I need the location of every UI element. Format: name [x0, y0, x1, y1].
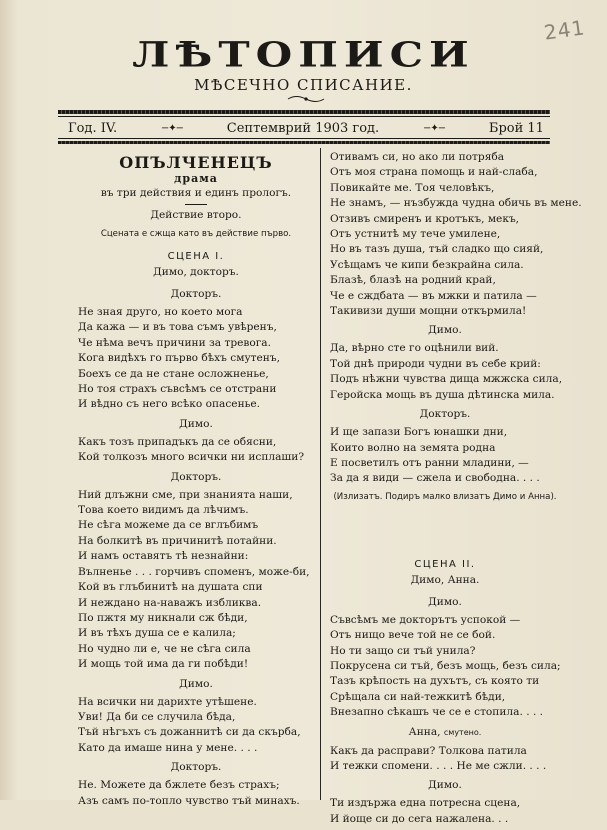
ornament-icon: [286, 94, 326, 104]
left-column: [78, 150, 314, 812]
verse-line: И ще запази Богъ юнашки дни,: [330, 426, 508, 439]
divider-ornament-icon: −✦−: [160, 122, 184, 134]
verse-line: Не знамъ, — нъзбужда чудна обичь въ мене.: [330, 197, 582, 210]
verse-line: Ти издържа една потресна сцена,: [330, 797, 521, 810]
verse-line: И неждано на-наважъ избликва.: [78, 596, 262, 609]
speaker-note: смутено.: [443, 727, 482, 737]
verse-line: Тъй нѣгъхъ съ дожаннитѣ си да скърба,: [78, 726, 301, 739]
verse-line: Но тоя страхъ съвсѣмъ се отстрани: [78, 383, 277, 396]
verse-line: Подъ нѣжни чувства дища мжжска сила,: [330, 373, 563, 386]
verse-line: Това което видимъ да лѣчимъ.: [78, 504, 249, 517]
verse-line: Какъ тозъ припадъкъ да се обясни,: [78, 435, 277, 448]
verse-line: Такивизи души мощни откърмила!: [330, 305, 527, 318]
verse-line: Отивамъ си, но ако ли потряба: [330, 151, 505, 163]
verse-line: Съвсѣмъ ме докторътъ успокой —: [330, 613, 521, 626]
divider-ornament-icon: −✦−: [422, 122, 446, 134]
verse-line: Е посветилъ отъ ранни младини, —: [330, 456, 529, 469]
verse-line: Ний длъжни сме, при знанията наши,: [78, 488, 293, 501]
verse-line: Внезапно сѣкашъ че се е стопила. . . .: [330, 706, 544, 719]
verse-line: И тежки спомени. . . . Не ме сжли. . . .: [330, 759, 547, 772]
speaker-name: Димо.: [428, 324, 462, 337]
issue-number: Брой 11: [488, 120, 544, 136]
dialogue-block: [330, 724, 560, 775]
verse-line: Кога видѣхъ го първо бѣхъ смутенъ,: [78, 352, 280, 365]
verse-line: По пжтя му никнали сж бѣди,: [78, 611, 248, 624]
verse-line: Че е сждбата — въ мжки и патила —: [330, 289, 537, 302]
play-genre: драма: [174, 172, 218, 185]
speaker-name: Димо.: [428, 779, 462, 792]
verse-line: Покрусена си тъй, безъ мощь, безъ сила;: [330, 659, 561, 672]
speaker-name: Димо.: [428, 595, 462, 608]
bottom-rule: [58, 141, 550, 144]
dialogue-block: [78, 759, 314, 809]
masthead-subtitle: МѢСЕЧНО СПИСАНИЕ.: [194, 76, 413, 94]
verse-line: На болкитѣ въ причинитѣ потайни.: [78, 534, 277, 547]
dialogue-block: [78, 286, 314, 413]
dialogue-block: [78, 676, 314, 757]
bottom-rule-thin: [58, 138, 550, 139]
verse-line: Отъ моя страна помощь и най-слаба,: [330, 166, 538, 179]
issue-bar: [68, 120, 544, 136]
scene-heading: СЦЕНА I.: [167, 251, 225, 262]
dialogue-block: [330, 594, 560, 721]
verse-line: И намъ оставятъ тѣ незнайни:: [78, 550, 249, 563]
scene-heading: СЦЕНА II.: [414, 558, 476, 570]
verse-line: И йоще си до сега нажалена. . .: [330, 812, 509, 825]
verse-line: Отзивъ смиренъ и кротъкъ, мекъ,: [330, 212, 520, 225]
dialogue-block: [330, 777, 560, 827]
dialogue-block: [330, 322, 563, 403]
verse-line: Геройска мощь въ душа дѣтинска мила.: [330, 388, 555, 401]
verse-line: И вѣдно съ него всѣко опасенье.: [78, 398, 261, 411]
column-divider: [320, 148, 321, 800]
scene-cast: Димо, Анна.: [410, 573, 480, 586]
short-divider: [185, 204, 207, 205]
verse-line: Срѣщала си най-тежкитѣ бѣди,: [330, 690, 506, 703]
dialogue-block: [78, 416, 314, 466]
stage-direction: (Излизатъ. Подиръ малко влизатъ Димо и Анна).: [333, 491, 557, 502]
verse-line: Той днѣ природи чудни въ себе крий:: [330, 357, 541, 370]
verse-line: Какъ да расправи? Толкова патила: [330, 744, 527, 757]
dialogue-block: [330, 406, 560, 487]
verse-line: Да, вѣрно сте го оцѣнили вий.: [330, 342, 499, 355]
verse-line: За да я види — сжела и свободна. . . .: [330, 472, 540, 485]
speaker-name: Докторъ.: [170, 470, 222, 483]
verse-line: Блазѣ, блазѣ на родний край,: [330, 274, 496, 287]
play-subtitle: въ три действия и единъ прологъ.: [100, 187, 292, 199]
speaker-name: Докторъ.: [170, 761, 222, 774]
issue-date: Септемврий 1903 год.: [226, 120, 380, 136]
speaker-name: Димо.: [179, 677, 213, 690]
verse-line: Но чудно ли е, че не сѣга сила: [78, 642, 251, 655]
verse-line: Които волно на земята родна: [330, 441, 496, 454]
speaker-name: Анна: [408, 725, 438, 738]
verse-line: Вълненье . . . горчивъ споменъ, може-би,: [78, 565, 310, 578]
verse-line: Кой толкозъ много всички ни исплаши?: [78, 451, 305, 464]
act-heading: Действие второ.: [150, 209, 242, 221]
verse-line: Тазъ крѣпость на духътъ, съ която ти: [330, 675, 540, 688]
dialogue-block: [78, 469, 314, 673]
verse-line: И мощь той има да ги побѣди!: [78, 658, 249, 671]
verse-line: Повикайте ме. Тоя человѣкъ,: [330, 181, 495, 194]
verse-line: Но ти защо си тъй унила?: [330, 644, 476, 657]
verse-line: Азъ самъ по-топло чувство тъй минахъ.: [78, 794, 300, 807]
verse-line: Уви! Да би се случила бѣда,: [78, 710, 236, 723]
verse-line: Отъ нищо вече той не се бой.: [330, 629, 496, 642]
setting-note: Сцената е сжща като въ действие първо.: [100, 229, 292, 239]
verse-line: Че нѣма вечъ причини за тревога.: [78, 336, 271, 349]
verse-line: Да кажа — и въ това съмъ увѣренъ,: [78, 321, 277, 334]
top-rule: [58, 110, 550, 114]
speaker-name: Докторъ.: [419, 408, 471, 421]
verse-line: На всички ни дарихте утѣшене.: [78, 695, 257, 708]
speaker-name-with-direction: Анна, смутено.: [408, 725, 482, 738]
verse-line: Боехъ се да не стане осложненье,: [78, 367, 269, 380]
masthead-title: ЛѢТОПИСИ: [132, 34, 475, 75]
verse-line: Не. Можете да бжлете безъ страхъ;: [78, 779, 280, 792]
dialogue-block: [330, 150, 582, 319]
verse-line: Не сѣга можеме да се вглъбимъ: [78, 519, 259, 532]
verse-line: Отъ устнитѣ му тече умилене,: [330, 228, 501, 241]
scene-cast: Димо, докторъ.: [153, 266, 239, 278]
verse-line: И въ тѣхъ душа се е калила;: [78, 627, 236, 640]
speaker-name: Димо.: [179, 417, 213, 430]
verse-line: Като да имаше нина у мене. . . .: [78, 741, 258, 754]
top-rule-thin: [58, 116, 550, 117]
play-title: ОПЪЛЧЕНЕЦЪ: [119, 153, 273, 172]
verse-line: Кой въ глъбинитѣ на душата спи: [78, 581, 263, 594]
verse-line: Усѣщамъ че кипи безкрайна сила.: [330, 258, 524, 271]
verse-line: Но въ тазъ душа, тъй сладко що сияй,: [330, 243, 544, 256]
spacer: [330, 504, 560, 556]
issue-year: Год. IV.: [68, 120, 118, 136]
right-column: [330, 150, 582, 830]
verse-line: Не зная друго, но което мога: [78, 306, 243, 318]
speaker-name: Докторъ.: [170, 288, 222, 300]
handwritten-page-number: 241: [542, 15, 587, 45]
